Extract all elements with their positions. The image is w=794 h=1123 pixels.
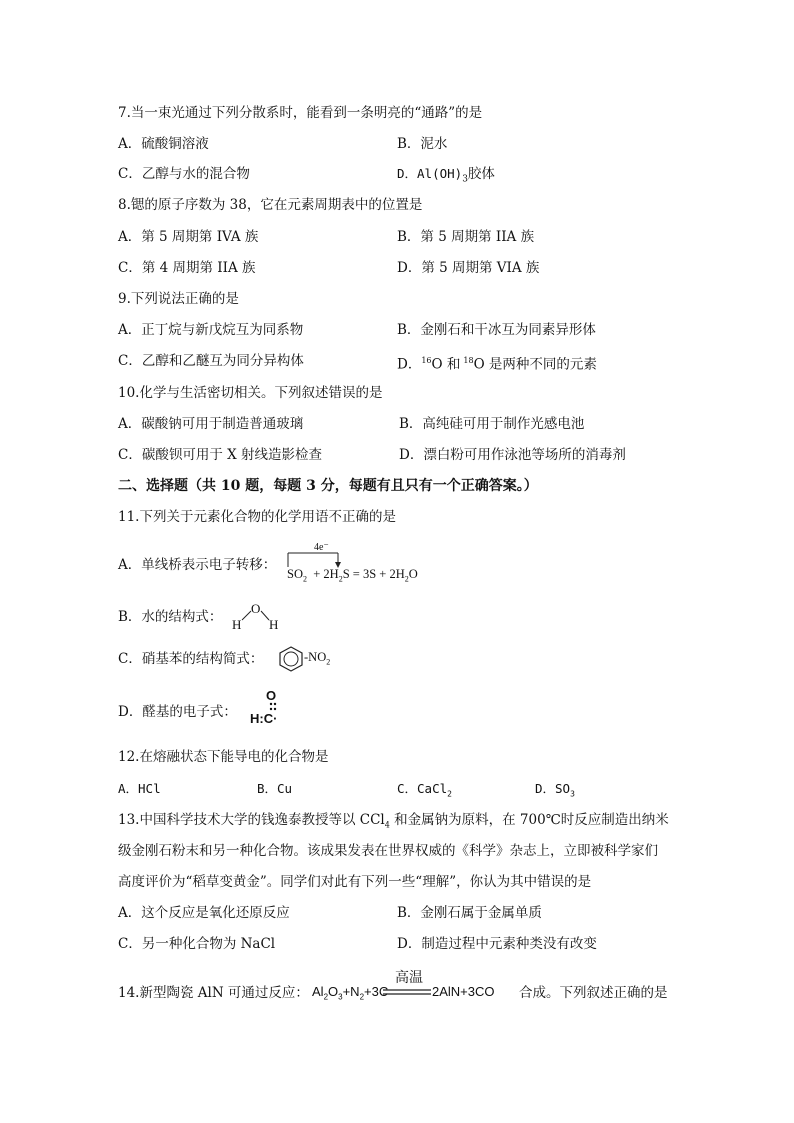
eq-o-sub: 3 xyxy=(338,992,343,1002)
q12-option-a: A．HCl xyxy=(118,781,161,796)
q9-option-d xyxy=(397,352,597,374)
q11-stem: 11.下列关于元素化合物的化学用语不正确的是 xyxy=(118,509,396,525)
equals-sign xyxy=(383,988,433,996)
q12-c-sub: 2 xyxy=(447,789,452,799)
q7-option-d xyxy=(397,165,495,189)
eq-h2s-sub: 2 xyxy=(338,574,343,584)
q9-d-sup1: 16 xyxy=(421,356,432,365)
q9-stem: 9.下列说法正确的是 xyxy=(118,291,239,307)
q9-d-mid: O 和 xyxy=(431,356,461,373)
eq-plus-h2s: + 2H xyxy=(313,567,339,581)
q8-option-d: D．第 5 周期第 VIA 族 xyxy=(397,260,540,276)
benzene-ring-icon xyxy=(276,645,306,673)
q7-option-c: C．乙醇与水的混合物 xyxy=(118,166,250,182)
q14-stem-suffix: 合成。下列叙述正确的是 xyxy=(519,985,668,1001)
q10-option-c: C．碳酸钡可用于 X 射线造影检查 xyxy=(118,447,323,463)
nitro-sub: 2 xyxy=(326,657,331,667)
q12-stem: 12.在熔融状态下能导电的化合物是 xyxy=(118,749,329,765)
q10-option-a: A．碳酸钠可用于制造普通玻璃 xyxy=(118,416,304,432)
q10-option-b: B．高纯硅可用于制作光感电池 xyxy=(399,416,585,432)
q7-stem: 7.当一束光通过下列分散系时，能看到一条明亮的“通路”的是 xyxy=(118,105,483,121)
q9-d-prefix: D． xyxy=(397,356,422,373)
q9-d-suffix: O 是两种不同的元素 xyxy=(473,356,597,373)
q9-option-b: B．金刚石和干冰互为同素异形体 xyxy=(397,322,596,338)
q13-line-1 xyxy=(118,811,669,835)
q13-line1-sub: 4 xyxy=(384,820,390,830)
q13-option-b: B．金刚石属于金属单质 xyxy=(397,905,542,921)
q9-option-a: A．正丁烷与新戊烷互为同系物 xyxy=(118,322,304,338)
q9-option-c: C．乙醇和乙醚互为同分异构体 xyxy=(118,353,304,369)
q14-equation-right: 2AlN+3CO xyxy=(432,984,495,999)
water-h-left: H xyxy=(232,617,242,632)
eq-so2: SO xyxy=(287,567,303,581)
q13-line-2: 级金刚石粉末和另一种化合物。该成果发表在世界权威的《科学》杂志上，立即被科学家们 xyxy=(118,843,658,859)
q7-option-d-prefix: D．Al(OH) xyxy=(397,166,463,181)
q13-option-d: D．制造过程中元素种类没有改变 xyxy=(397,936,597,952)
eq-3c: +3C xyxy=(364,984,389,999)
q7-option-a: A．硫酸铜溶液 xyxy=(118,136,209,152)
q13-line1-prefix: 13.中国科学技术大学的钱逸泰教授等以 CCl xyxy=(118,812,385,828)
q12-option-b: B．Cu xyxy=(257,781,293,796)
q8-option-b: B．第 5 周期第 IIA 族 xyxy=(397,229,535,245)
q7-option-b: B．泥水 xyxy=(397,136,448,152)
q13-line-3: 高度评价为“稻草变黄金”。同学们对此有下列一些“理解”，你认为其中错误的是 xyxy=(118,874,592,890)
q14-equation-left xyxy=(312,984,388,1002)
q12-c-prefix: C．CaCl xyxy=(397,781,448,796)
q11-option-b-label: B．水的结构式： xyxy=(118,609,223,625)
eq-so2-sub: 2 xyxy=(302,574,307,584)
q8-option-a: A．第 5 周期第 IVA 族 xyxy=(118,229,259,245)
q13-option-a: A．这个反应是氧化还原反应 xyxy=(118,905,290,921)
aldehyde-hc: H:C· xyxy=(250,711,278,726)
q10-stem: 10.化学与生活密切相关。下列叙述错误的是 xyxy=(118,385,383,401)
section-2-heading: 二、选择题（共 10 题，每题 3 分，每题有且只有一个正确答案。） xyxy=(118,478,538,494)
q13-line1-suffix: 和金属钠为原料，在 700℃时反应制造出纳米 xyxy=(389,812,669,828)
aldehyde-o: O xyxy=(266,688,277,703)
q11-option-d-label: D．醛基的电子式： xyxy=(118,704,237,720)
eq-al-sub: 2 xyxy=(323,992,329,1002)
q7-option-d-sub: 3 xyxy=(462,174,468,185)
water-o: O xyxy=(251,601,261,616)
q13-option-c: C．另一种化合物为 NaCl xyxy=(118,936,276,952)
q11-option-a-label: A．单线桥表示电子转移： xyxy=(118,557,277,573)
q8-option-c: C．第 4 周期第 IIA 族 xyxy=(118,260,256,276)
reaction-condition: 高温 xyxy=(395,969,423,985)
eq-n2: +N xyxy=(342,984,360,999)
nitro-group xyxy=(304,650,330,667)
q8-stem: 8.锶的原子序数为 38，它在元素周期表中的位置是 xyxy=(118,197,423,213)
q9-d-sup2: 18 xyxy=(463,356,474,365)
q14-stem-prefix: 14.新型陶瓷 AlN 可通过反应： xyxy=(118,985,309,1001)
nitro-text: -NO xyxy=(304,650,327,664)
eq-h2o-sub: 2 xyxy=(404,574,409,584)
q7-option-d-suffix: 胶体 xyxy=(467,166,495,182)
electron-count: 4e⁻ xyxy=(314,542,329,553)
eq-o: O xyxy=(408,567,418,581)
q12-d-prefix: D．SO xyxy=(535,781,571,796)
q12-d-sub: 3 xyxy=(570,789,575,799)
q12-option-d xyxy=(535,780,575,804)
redox-equation xyxy=(287,567,418,584)
eq-o3: O xyxy=(328,984,339,999)
q11-option-c-label: C．硝基苯的结构简式： xyxy=(118,651,264,667)
eq-n-sub: 2 xyxy=(359,992,365,1002)
eq-products: S = 3S + 2H xyxy=(342,567,405,581)
eq-al: Al xyxy=(312,984,324,999)
q10-option-d: D．漂白粉可用作泳池等场所的消毒剂 xyxy=(399,447,626,463)
water-h-right: H xyxy=(269,617,279,632)
q12-option-c xyxy=(397,780,452,804)
